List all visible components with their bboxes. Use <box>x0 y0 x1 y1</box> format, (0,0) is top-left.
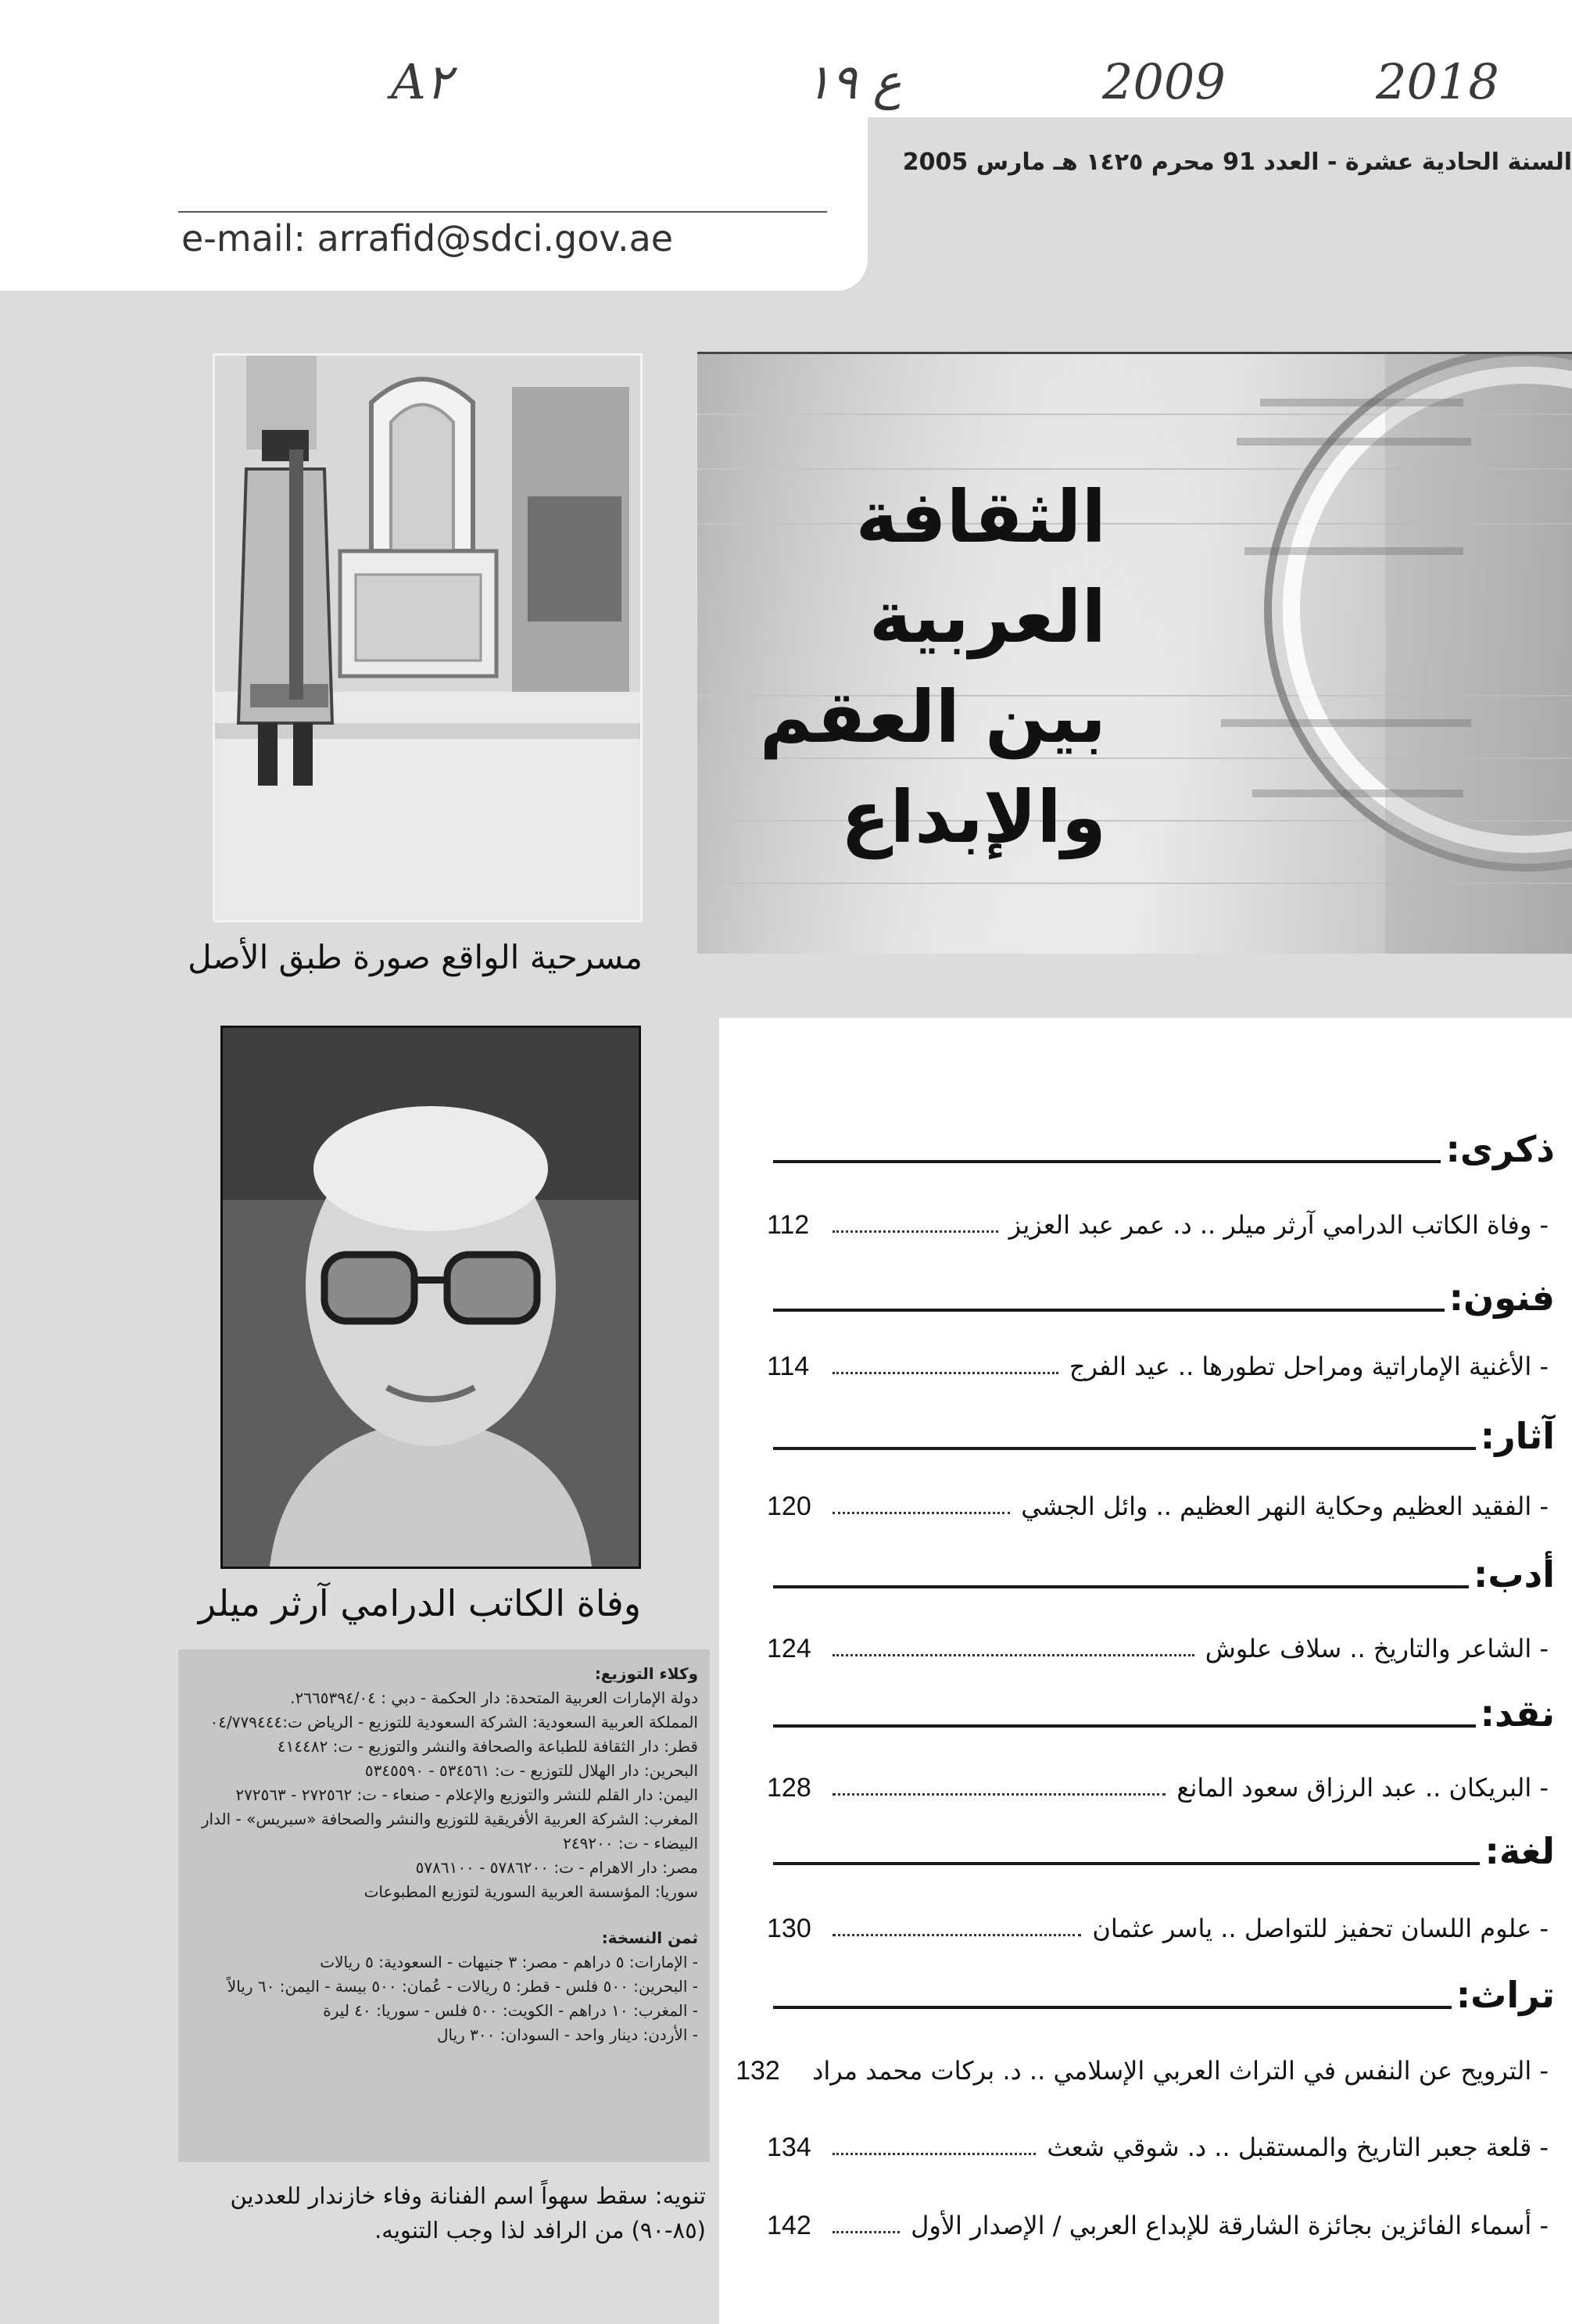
toc-entry-title: - قلعة جعبر التاريخ والمستقبل .. د. شوقي شعث <box>1047 2132 1549 2162</box>
section-label: آثار: <box>1480 1415 1555 1457</box>
email-address[interactable]: e-mail: arrafid@sdci.gov.ae <box>181 217 674 260</box>
price-line: - البحرين: ٥٠٠ فلس - قطر: ٥ ريالات - عُمان: ٥٠٠ بيسة - اليمن: ٦٠ ريالاً <box>227 1977 698 1996</box>
section-header-language <box>773 1828 1555 1875</box>
banner-title-line-3: والإبداع <box>840 775 1106 859</box>
theatre-stage-illustration <box>215 356 640 920</box>
portrait-illustration <box>223 1028 639 1567</box>
section-rule <box>773 1585 1469 1588</box>
banner-title <box>637 467 1106 868</box>
dot-leader <box>833 1495 1010 1514</box>
toc-entry[interactable] <box>767 1907 1549 1950</box>
section-header-heritage <box>773 1971 1555 2018</box>
toc-entry[interactable] <box>767 2126 1549 2168</box>
masthead-divider <box>178 211 827 213</box>
toc-entry[interactable] <box>767 1628 1549 1670</box>
dot-leader <box>833 2214 900 2233</box>
distributor-line: البيضاء - ت: ٢٤٩٢٠٠ <box>563 1834 698 1853</box>
toc-entry-title: - الشاعر والتاريخ .. سلاف علوش <box>1205 1634 1549 1663</box>
portrait-photo <box>220 1026 641 1569</box>
distributor-line: سوريا: المؤسسة العربية السورية لتوزيع المطبوعات <box>363 1882 698 1901</box>
section-rule <box>773 1724 1476 1728</box>
dot-leader <box>833 1213 998 1233</box>
toc-entry-title: - علوم اللسان تحفيز للتواصل .. ياسر عثمان <box>1092 1914 1549 1943</box>
price-line: - المغرب: ١٠ دراهم - الكويت: ٥٠٠ فلس - سوريا: ٤٠ ليرة <box>323 2001 698 2020</box>
toc-entry-title: - الترويح عن النفس في التراث العربي الإسلامي .. د. بركات محمد مراد <box>812 2056 1549 2086</box>
distributor-line: مصر: دار الاهرام - ت: ٥٧٨٦٢٠٠ - ٥٧٨٦١٠٠ <box>415 1858 698 1877</box>
toc-entry-title: - الأغنية الإماراتية ومراحل تطورها .. عيد الفرج <box>1069 1352 1549 1381</box>
section-rule <box>773 1862 1480 1865</box>
section-rule <box>773 1447 1476 1450</box>
toc-entry[interactable] <box>767 1485 1549 1527</box>
distributor-line: المملكة العربية السعودية: الشركة السعودية للتوزيع - الرياض ت:٠٤/٧٧٩٤٤٤ <box>209 1713 698 1731</box>
section-header-antiquities <box>773 1413 1555 1459</box>
toc-entry-page: 120 <box>767 1491 811 1521</box>
toc-entry-page: 128 <box>767 1772 811 1803</box>
banner-top-rule <box>697 352 1572 354</box>
toc-entry-page: 124 <box>767 1633 811 1663</box>
toc-entry-page: 134 <box>767 2132 811 2162</box>
section-header-memory <box>773 1126 1555 1173</box>
toc-entry-title: - الفقيد العظيم وحكاية النهر العظيم .. وائل الجشي <box>1021 1491 1549 1521</box>
toc-entry[interactable] <box>767 1767 1549 1809</box>
section-label: أدب: <box>1474 1553 1555 1595</box>
toc-entry-title: - البريكان .. عبد الرزاق سعود المانع <box>1176 1773 1549 1803</box>
price-line: - الأردن: دينار واحد - السودان: ٣٠٠ ريال <box>436 2025 698 2044</box>
distributor-line: المغرب: الشركة العربية الأفريقية للتوزيع والنشر والصحافة «سبريس» - الدار <box>201 1810 698 1828</box>
toc-entry-title: - وفاة الكاتب الدرامي آرثر ميلر .. د. عمر عبد العزيز <box>1008 1210 1549 1240</box>
handwritten-note-issue: ع ١٩ <box>805 53 902 110</box>
distributors-heading: وكلاء التوزيع: <box>594 1664 698 1683</box>
portrait-photo-caption: وفاة الكاتب الدرامي آرثر ميلر <box>198 1582 641 1624</box>
section-rule <box>773 1160 1441 1163</box>
section-label: نقد: <box>1480 1692 1555 1735</box>
toc-entry-page: 130 <box>767 1913 811 1943</box>
dot-leader <box>833 1637 1194 1656</box>
section-label: ذكرى: <box>1445 1128 1555 1170</box>
theatre-photo <box>213 353 643 922</box>
dot-leader <box>833 1776 1166 1796</box>
correction-note-line-1: تنويه: سقط سهواً اسم الفنانة وفاء خازندار للعددين <box>230 2183 706 2209</box>
toc-entry-title: - أسماء الفائزين بجائزة الشارقة للإبداع العربي / الإصدار الأول <box>911 2211 1549 2240</box>
section-rule <box>773 2006 1452 2009</box>
section-rule <box>773 1309 1445 1312</box>
toc-entry[interactable] <box>736 2050 1549 2092</box>
toc-entry[interactable] <box>767 1345 1549 1388</box>
section-label: لغة: <box>1484 1830 1555 1872</box>
dot-leader <box>833 1355 1058 1374</box>
toc-entry-page: 142 <box>767 2210 811 2240</box>
distributor-line: البحرين: دار الهلال للتوزيع - ت: ٥٣٤٥٦١ - ٥٣٤٥٥٩٠ <box>364 1761 698 1780</box>
section-label: فنون: <box>1448 1277 1555 1319</box>
price-heading: ثمن النسخة: <box>601 1928 698 1947</box>
correction-note-line-2: (٨٥-٩٠) من الرافد لذا وجب التنويه. <box>374 2217 706 2243</box>
theatre-photo-caption: مسرحية الواقع صورة طبق الأصل <box>188 938 643 976</box>
banner-title-line-1: الثقافة العربية <box>855 475 1106 659</box>
distributor-line: قطر: دار الثقافة للطباعة والصحافة والنشر والتوزيع - ت: ٤١٤٤٨٢ <box>277 1737 698 1756</box>
dot-leader <box>833 2136 1036 2155</box>
issue-line: السنة الحادية عشرة - العدد 91 محرم ١٤٢٥ هـ مارس 2005 <box>902 149 1572 176</box>
price-line: - الإمارات: ٥ دراهم - مصر: ٣ جنيهات - السعودية: ٥ ريالات <box>320 1953 698 1971</box>
handwritten-note-year-2009: 2009 <box>1102 53 1226 110</box>
section-header-arts <box>773 1274 1555 1321</box>
handwritten-note-code: A٢ <box>391 53 453 110</box>
section-header-criticism <box>773 1690 1555 1737</box>
handwritten-note-year-2018: 2018 <box>1376 53 1499 110</box>
toc-entry[interactable] <box>767 2204 1549 2247</box>
toc-entry-page: 114 <box>767 1351 810 1381</box>
toc-entry[interactable] <box>767 1204 1549 1246</box>
toc-entry-page: 132 <box>736 2055 780 2086</box>
section-header-literature <box>773 1551 1555 1598</box>
distributor-line: دولة الإمارات العربية المتحدة: دار الحكمة - دبي : ٢٦٦٥٣٩٤/٠٤. <box>290 1688 698 1707</box>
section-label: تراث: <box>1456 1974 1555 2016</box>
distributor-line: اليمن: دار القلم للنشر والتوزيع والإعلام - صنعاء - ت: ٢٧٢٥٦٢ - ٢٧٢٥٦٣ <box>235 1785 698 1804</box>
toc-entry-page: 112 <box>767 1209 810 1240</box>
masthead-box <box>0 117 868 291</box>
banner-title-line-2: بين العقم <box>759 675 1106 759</box>
dot-leader <box>833 1917 1081 1936</box>
